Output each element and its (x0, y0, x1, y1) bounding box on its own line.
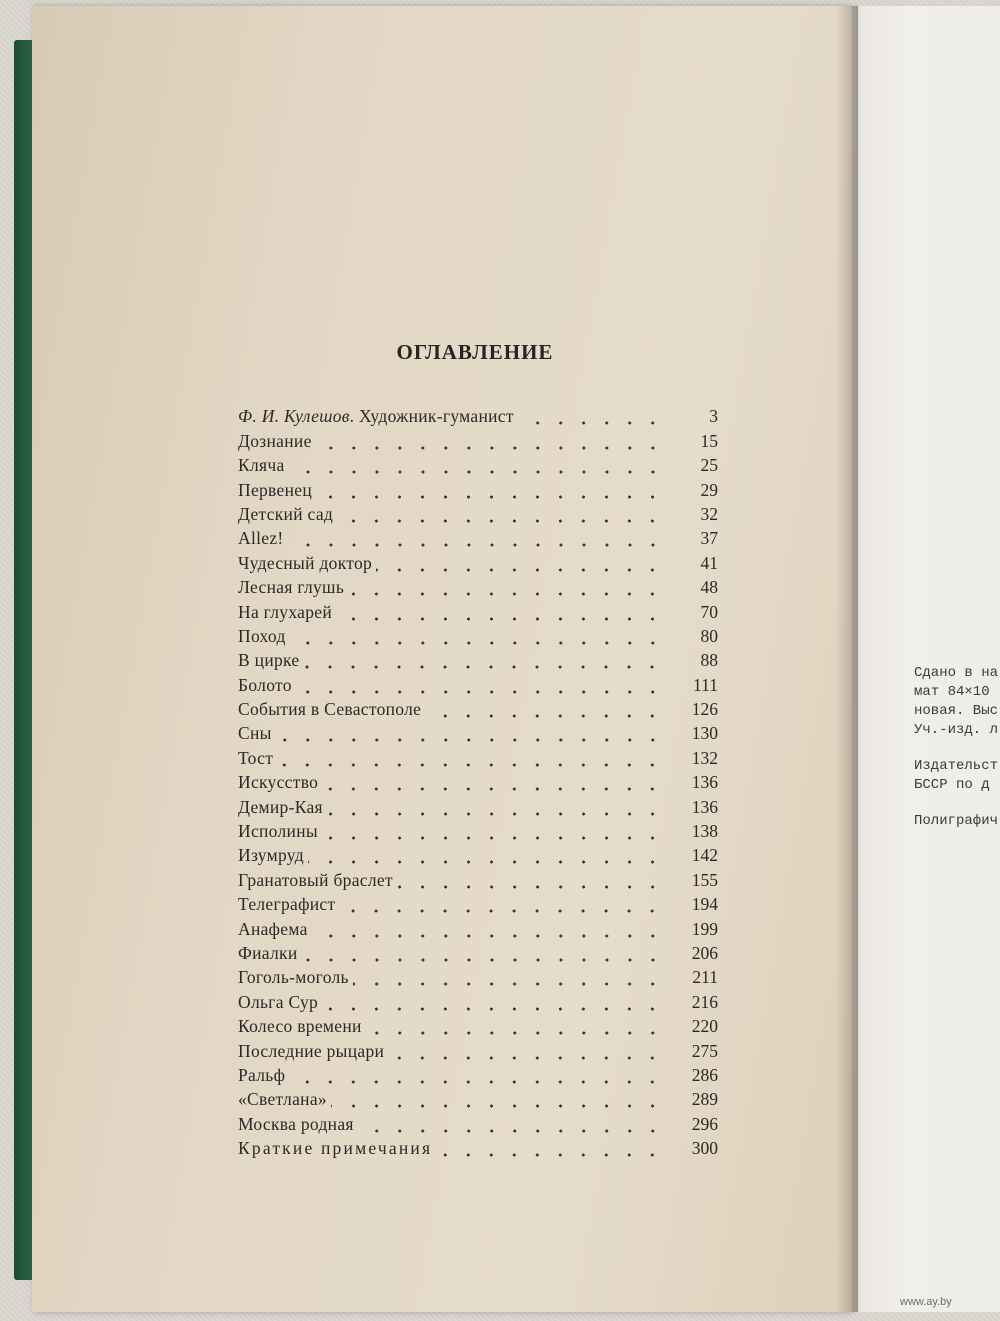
toc-entry (238, 1036, 718, 1060)
toc-entry-page: 211 (692, 967, 718, 988)
toc-entry (238, 622, 718, 646)
dot-leader (288, 528, 664, 548)
toc-entry-page: 136 (691, 772, 718, 793)
toc-entry-page: 199 (691, 918, 718, 939)
toc-entry-page: 194 (691, 894, 718, 915)
toc-entry (238, 939, 718, 963)
toc-entry-label: Allez! (238, 528, 284, 549)
toc-entry-page: 37 (700, 528, 718, 549)
toc-entry (238, 451, 718, 475)
toc-entry (238, 890, 718, 914)
toc-entry-label: Фиалки (238, 942, 298, 963)
toc-entry-label: Анафема (238, 918, 308, 939)
imprint-block (914, 664, 1000, 831)
toc-entry-label: Тост (238, 747, 274, 768)
toc-entry-label: Лесная глушь (238, 577, 345, 598)
toc-entry (238, 719, 718, 743)
imprint-line: Сдано в на (914, 665, 999, 681)
toc-entry-author: Ф. И. Кулешов (238, 406, 350, 427)
toc-entry-label: Гранатовый браслет (238, 869, 393, 890)
toc-entry-label: Сны (238, 723, 272, 744)
toc-entry-page: 70 (700, 601, 718, 622)
toc-entry (238, 987, 718, 1011)
dot-leader (302, 943, 664, 963)
toc-entry (238, 426, 718, 450)
toc-entry-label: Телеграфист (238, 894, 336, 915)
toc-entry-page: 136 (691, 796, 718, 817)
dot-leader (322, 821, 664, 841)
imprint-line: БССР по д (914, 777, 990, 793)
toc-entry-page: 88 (700, 650, 718, 671)
toc-entry-page: 220 (691, 1016, 718, 1037)
toc-entry-page: 80 (700, 625, 718, 646)
toc-entry-label: События в Севастополе (238, 699, 422, 720)
toc-entry-page: 138 (691, 821, 718, 842)
toc-entry (238, 695, 718, 719)
toc-entry-label: Чудесный доктор (238, 552, 373, 573)
toc-entry (238, 670, 718, 694)
dot-leader (348, 577, 664, 597)
watermark: www.ay.by (900, 1296, 952, 1308)
dot-leader (322, 992, 664, 1012)
dot-leader (358, 1114, 664, 1134)
toc-entry (238, 1134, 718, 1158)
toc-entry (238, 743, 718, 767)
dot-leader (353, 967, 664, 987)
toc-entry-page: 32 (700, 503, 718, 524)
toc-entry-label: В цирке (238, 650, 300, 671)
book-gutter (836, 6, 858, 1312)
dot-leader (312, 919, 664, 939)
toc-entry (238, 500, 718, 524)
imprint-line: Полиграфич (914, 813, 999, 829)
toc-entry (238, 1061, 718, 1085)
toc-entry-label: Изумруд (238, 845, 304, 866)
imprint-line: Уч.-изд. л (914, 722, 999, 738)
toc-entry-page: 3 (709, 406, 718, 427)
imprint-line: мат 84×10 (914, 684, 990, 700)
dot-leader (425, 699, 664, 719)
toc-entry-label: Ольга Сур (238, 991, 319, 1012)
toc-entry-label: Болото (238, 674, 292, 695)
toc-entry-label: На глухарей (238, 601, 333, 622)
toc-entry-page: 206 (691, 942, 718, 963)
toc-entry-label: Исполины (238, 821, 318, 842)
toc-entry-page: 29 (700, 479, 718, 500)
dot-leader (376, 553, 664, 573)
toc-entry (238, 768, 718, 792)
imprint-line: новая. Выс (914, 703, 999, 719)
toc-entry (238, 646, 718, 670)
dot-leader (289, 455, 664, 475)
dot-leader (397, 870, 664, 890)
toc-entry-label: Колесо времени (238, 1016, 362, 1037)
dot-leader (366, 1016, 664, 1036)
toc-entry-page: 155 (691, 869, 718, 890)
toc-entry-page: 296 (691, 1113, 718, 1134)
toc-entry (238, 914, 718, 938)
dot-leader (303, 650, 664, 670)
dot-leader (290, 626, 664, 646)
toc-entry-label: Дознание (238, 430, 312, 451)
toc-entry-page: 130 (691, 723, 718, 744)
toc-entry (238, 548, 718, 572)
toc-entry-page: 111 (693, 674, 718, 695)
toc-entry (238, 1085, 718, 1109)
toc-entry (238, 524, 718, 548)
toc-entry-page: 142 (691, 845, 718, 866)
imprint-spacer (914, 740, 1000, 757)
imprint-line: Издательст (914, 758, 999, 774)
toc-entry-page: 216 (691, 991, 718, 1012)
toc-entry (238, 597, 718, 621)
toc-entry-label: Кляча (238, 455, 285, 476)
dot-leader (289, 1065, 664, 1085)
toc-entry (238, 817, 718, 841)
dot-leader (436, 1138, 664, 1158)
toc-entry-page: 132 (691, 747, 718, 768)
toc-entry-page: 300 (691, 1138, 718, 1159)
toc-list (238, 402, 718, 1158)
toc-entry (238, 865, 718, 889)
dot-leader (322, 772, 664, 792)
toc-entry-page: 41 (700, 552, 718, 573)
toc-entry (238, 475, 718, 499)
dot-leader (331, 1089, 664, 1109)
toc-title: ОГЛАВЛЕНИЕ (396, 340, 554, 364)
toc-entry-label: Краткие примечания (238, 1138, 433, 1159)
dot-leader (316, 480, 664, 500)
toc-entry (238, 1109, 718, 1133)
toc-entry-label: Первенец (238, 479, 312, 500)
toc-entry-page: 286 (691, 1064, 718, 1085)
imprint-spacer (914, 795, 1000, 812)
toc-entry-label: Поход (238, 625, 286, 646)
toc-entry (238, 963, 718, 987)
dot-leader (518, 406, 664, 426)
dot-leader (388, 1041, 664, 1061)
toc-entry-label: Детский сад (238, 503, 334, 524)
toc-entry-label: Гоголь-моголь (238, 967, 349, 988)
toc-entry (238, 573, 718, 597)
toc-entry-label: Москва родная (238, 1113, 354, 1134)
toc-entry-page: 126 (691, 699, 718, 720)
toc-entry (238, 792, 718, 816)
dot-leader (276, 723, 664, 743)
toc-entry-page: 15 (700, 430, 718, 451)
dot-leader (339, 894, 664, 914)
dot-leader (277, 748, 664, 768)
dot-leader (296, 675, 664, 695)
toc-entry-label: . Художник-гуманист (349, 406, 514, 427)
dot-leader (336, 602, 664, 622)
toc-entry (238, 841, 718, 865)
dot-leader (337, 504, 664, 524)
toc-entry-label: Демир-Кая (238, 796, 323, 817)
toc-entry-page: 25 (700, 455, 718, 476)
toc-entry-label: Последние рыцари (238, 1040, 385, 1061)
dot-leader (316, 431, 664, 451)
toc-entry-label: Ральф (238, 1064, 286, 1085)
dot-leader (327, 797, 664, 817)
toc-entry (238, 1012, 718, 1036)
toc-entry-page: 275 (691, 1040, 718, 1061)
toc-entry (238, 402, 718, 426)
toc-entry-label: Искусство (238, 772, 319, 793)
toc-entry-label: «Светлана» (238, 1089, 327, 1110)
toc-entry-page: 289 (691, 1089, 718, 1110)
dot-leader (308, 845, 664, 865)
right-page (852, 6, 1000, 1312)
toc-entry-page: 48 (700, 577, 718, 598)
